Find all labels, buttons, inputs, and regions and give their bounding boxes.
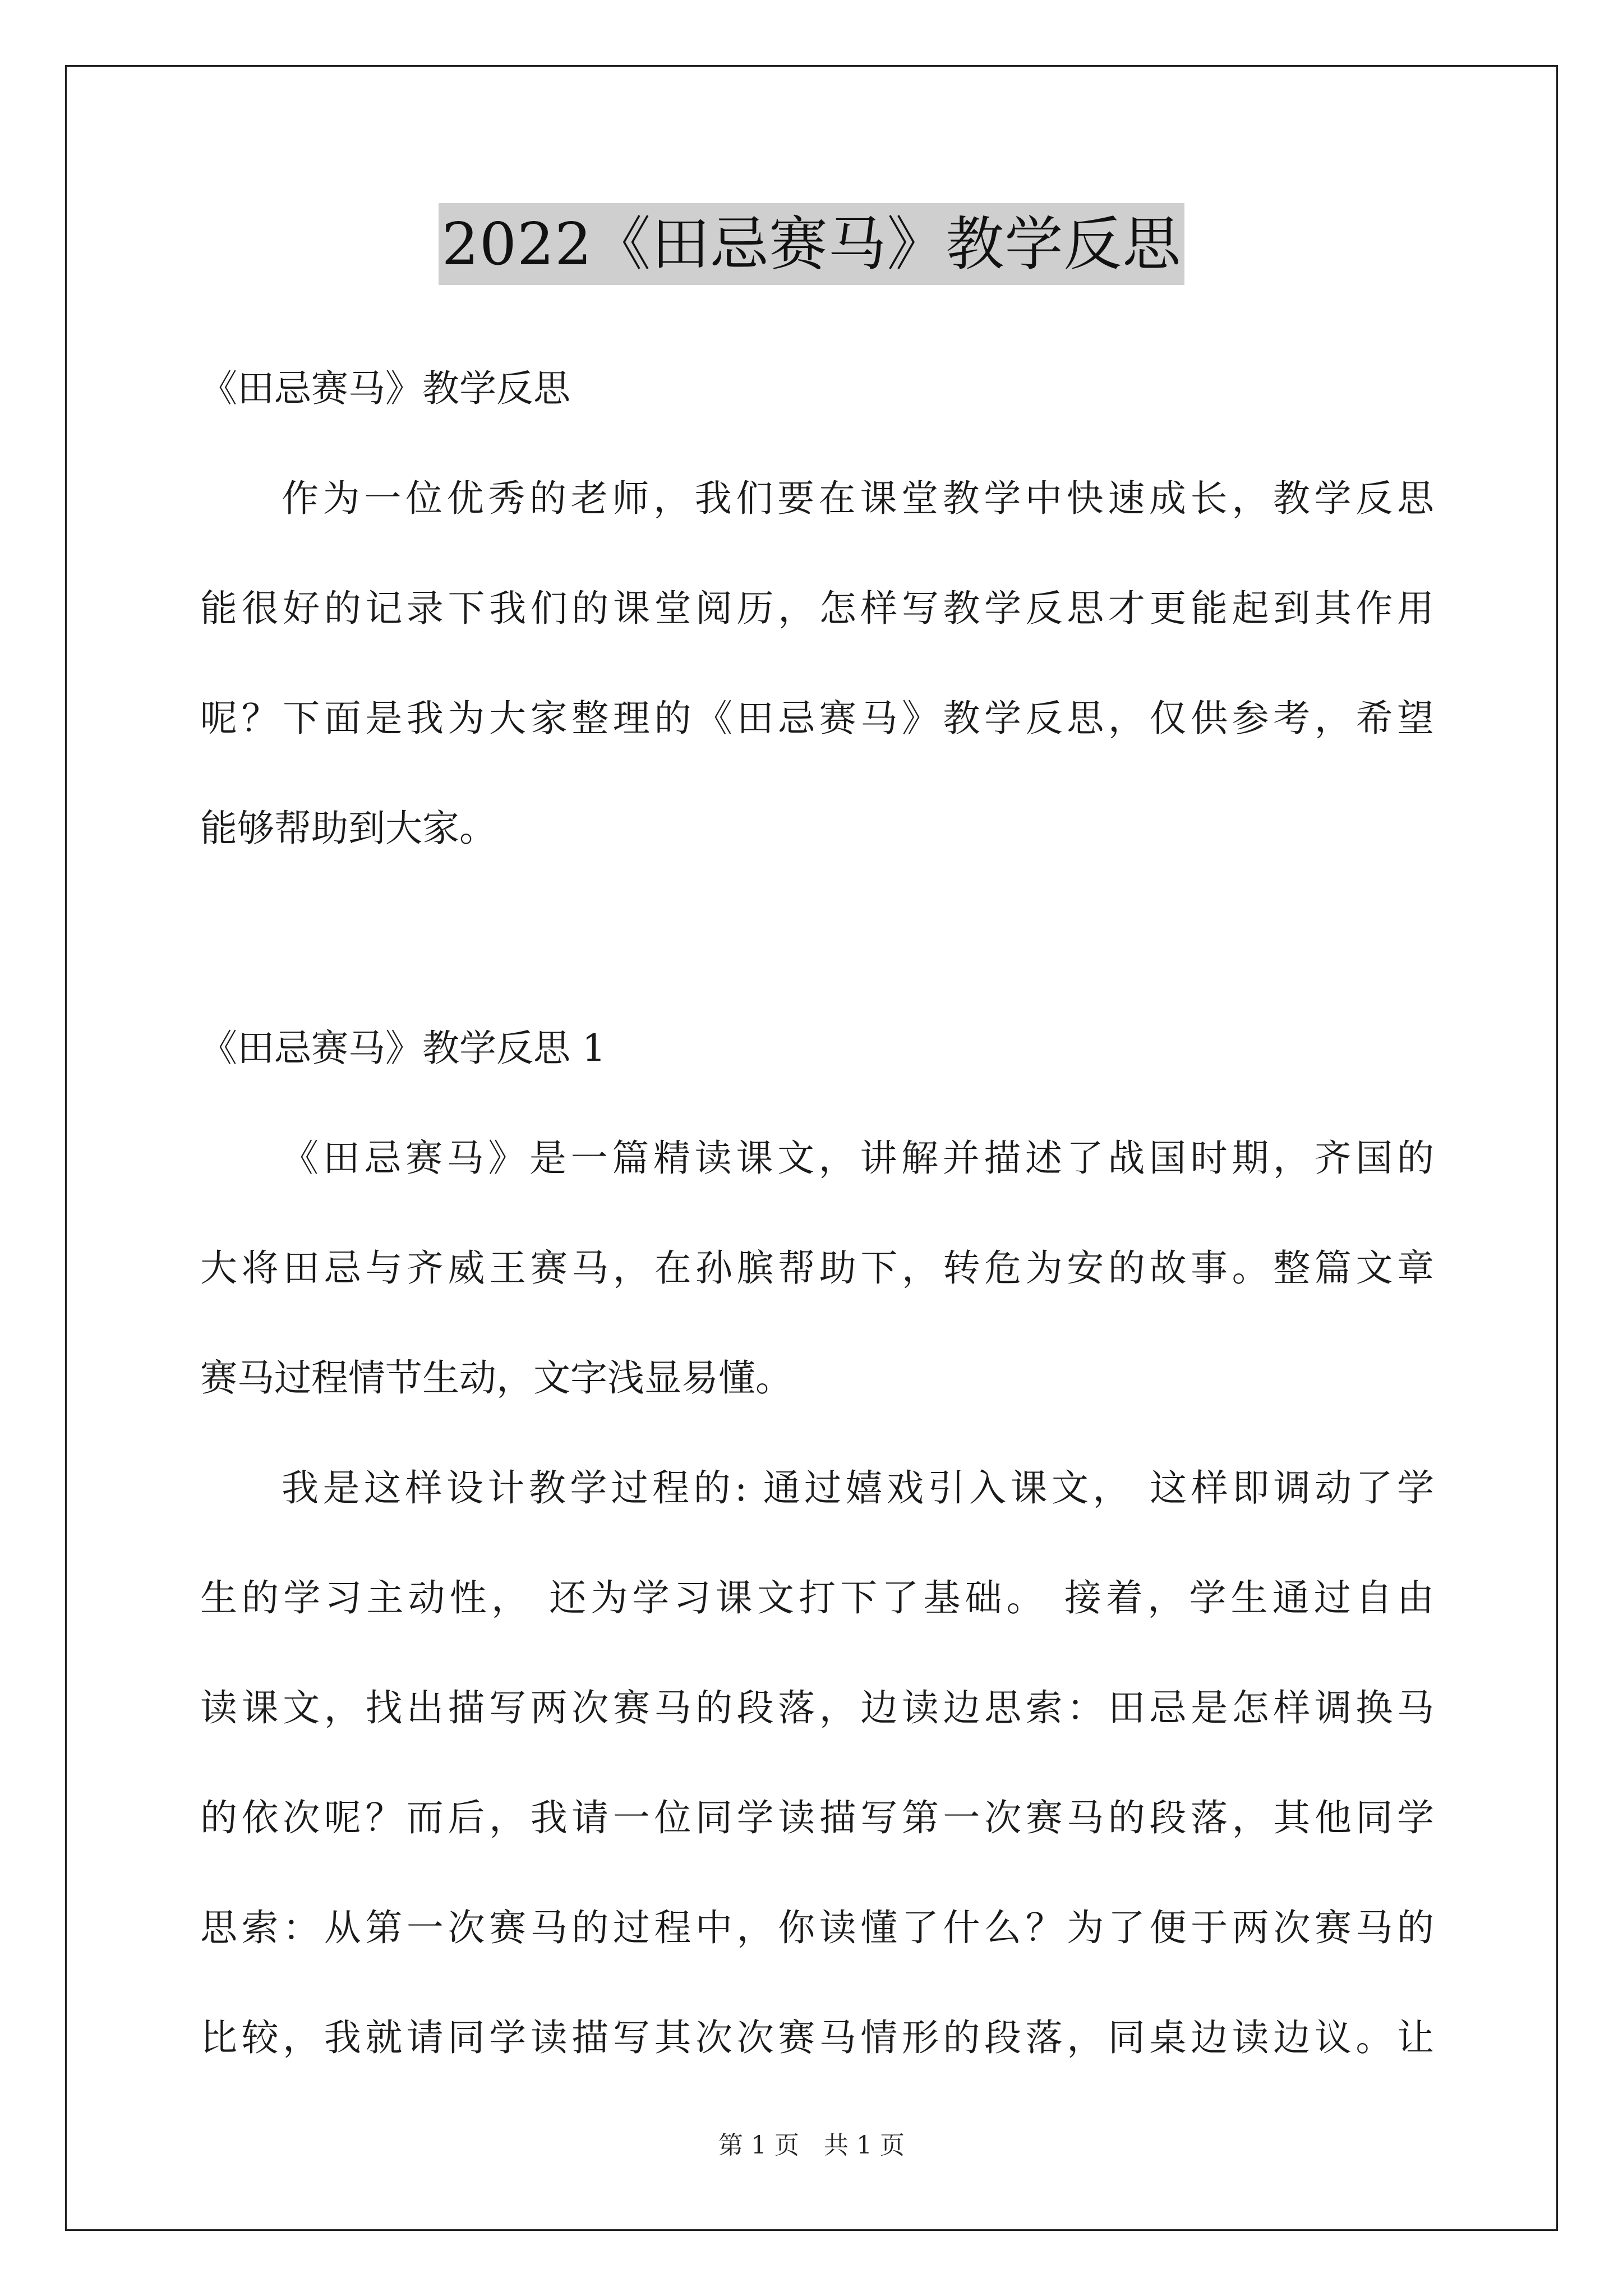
paragraph1-line: 《田忌赛马》是一篇精读课文，讲解并描述了战国时期，齐国的 <box>282 1137 1434 1180</box>
paragraph2-line: 的依次呢？而后，我请一位同学读描写第一次赛马的段落，其他同学 <box>200 1796 1434 1839</box>
paragraph1-line: 赛马过程情节生动，文字浅显易懂。 <box>200 1356 792 1400</box>
document-body <box>200 334 1434 2093</box>
intro-heading: 《田忌赛马》教学反思 <box>200 367 570 410</box>
paragraph2-line: 思索：从第一次赛马的过程中，你读懂了什么？为了便于两次赛马的 <box>200 1906 1434 1949</box>
title-container <box>0 203 1623 285</box>
section-spacer <box>200 884 1434 993</box>
document-title: 2022《田忌赛马》教学反思 <box>439 203 1185 285</box>
paragraph2-line: 比较，我就请同学读描写其次次赛马情形的段落，同桌边读边议。让 <box>200 2016 1434 2059</box>
section-heading: 《田忌赛马》教学反思 1 <box>200 1027 606 1070</box>
paragraph2-line: 读课文，找出描写两次赛马的段落，边读边思索：田忌是怎样调换马 <box>200 1686 1434 1729</box>
page-footer: 第 1 页 共 1 页 <box>718 2131 905 2160</box>
paragraph2-line: 生的学习主动性， 还为学习课文打下了基础。 接着，学生通过自由 <box>200 1576 1434 1619</box>
intro-line: 能很好的记录下我们的课堂阅历，怎样写教学反思才更能起到其作用 <box>200 587 1434 630</box>
paragraph1-line: 大将田忌与齐威王赛马，在孙膑帮助下，转危为安的故事。整篇文章 <box>200 1246 1434 1290</box>
intro-line: 能够帮助到大家。 <box>200 807 496 850</box>
paragraph2-line: 我是这样设计教学过程的: 通过嬉戏引入课文， 这样即调动了学 <box>282 1466 1434 1510</box>
intro-line: 呢？下面是我为大家整理的《田忌赛马》教学反思，仅供参考，希望 <box>200 697 1434 740</box>
intro-line: 作为一位优秀的老师，我们要在课堂教学中快速成长，教学反思 <box>282 477 1434 520</box>
